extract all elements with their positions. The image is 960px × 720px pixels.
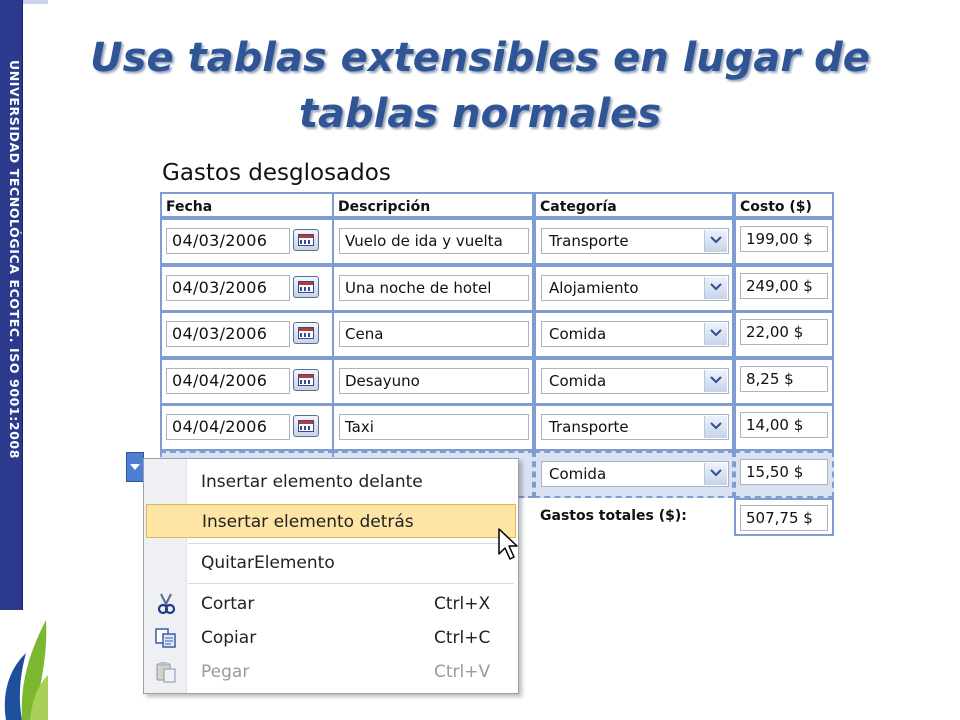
dropdown-arrow-icon[interactable] bbox=[704, 277, 727, 299]
fecha-cell bbox=[160, 358, 334, 405]
category-selected-value: Alojamiento bbox=[549, 279, 639, 297]
calendar-icon[interactable] bbox=[293, 276, 319, 298]
menu-item-label: Cortar bbox=[201, 594, 255, 614]
cost-input[interactable]: 15,50 $ bbox=[740, 459, 828, 485]
mouse-pointer-icon bbox=[498, 528, 520, 562]
menu-item-remove[interactable] bbox=[146, 546, 516, 580]
dropdown-arrow-icon[interactable] bbox=[704, 463, 727, 485]
university-banner bbox=[0, 0, 23, 610]
costo-cell bbox=[734, 265, 834, 312]
total-label: Gastos totales ($): bbox=[540, 508, 687, 524]
categoria-cell bbox=[534, 218, 734, 265]
fecha-cell bbox=[160, 404, 334, 451]
total-value: 507,75 $ bbox=[740, 505, 828, 531]
chevron-down-icon bbox=[130, 464, 140, 470]
paste-icon bbox=[154, 661, 178, 683]
descripcion-cell bbox=[332, 311, 534, 358]
categoria-cell bbox=[534, 311, 734, 358]
category-select[interactable] bbox=[541, 368, 729, 394]
menu-item-shortcut: Ctrl+C bbox=[434, 628, 491, 648]
categoria-cell bbox=[534, 404, 734, 451]
menu-separator bbox=[188, 543, 514, 544]
category-selected-value: Transporte bbox=[549, 232, 629, 250]
calendar-icon[interactable] bbox=[293, 229, 319, 251]
banner-text: UNIVERSIDAD TECNOLÓGICA ECOTEC. ISO 9001:2008 bbox=[7, 60, 22, 460]
dropdown-arrow-icon[interactable] bbox=[704, 416, 727, 438]
menu-item-label: Insertar elemento delante bbox=[201, 472, 423, 492]
cost-input[interactable]: 249,00 $ bbox=[740, 273, 828, 299]
menu-item-paste[interactable] bbox=[146, 655, 516, 689]
header-categoria: Categoría bbox=[534, 192, 734, 218]
header-fecha: Fecha bbox=[160, 192, 334, 218]
menu-item-insert-after[interactable] bbox=[146, 504, 516, 538]
category-selected-value: Comida bbox=[549, 325, 607, 343]
descripcion-cell bbox=[332, 358, 534, 405]
fecha-cell bbox=[160, 311, 334, 358]
categoria-cell bbox=[534, 451, 734, 498]
category-select[interactable] bbox=[541, 461, 729, 487]
description-input[interactable]: Una noche de hotel bbox=[339, 275, 529, 301]
category-select[interactable] bbox=[541, 228, 729, 254]
descripcion-cell bbox=[332, 404, 534, 451]
categoria-cell bbox=[534, 265, 734, 312]
menu-item-shortcut: Ctrl+V bbox=[434, 662, 491, 682]
fecha-cell bbox=[160, 265, 334, 312]
menu-item-cut[interactable] bbox=[146, 587, 516, 621]
cost-input[interactable]: 8,25 $ bbox=[740, 366, 828, 392]
costo-cell bbox=[734, 218, 834, 265]
scissors-icon bbox=[154, 593, 178, 615]
copy-icon bbox=[154, 627, 178, 649]
form-title: Gastos desglosados bbox=[162, 160, 391, 186]
description-input[interactable]: Desayuno bbox=[339, 368, 529, 394]
menu-separator bbox=[188, 583, 514, 584]
dropdown-arrow-icon[interactable] bbox=[704, 370, 727, 392]
menu-item-label: Insertar elemento detrás bbox=[202, 512, 414, 532]
header-descripcion: Descripción bbox=[332, 192, 534, 218]
category-selected-value: Transporte bbox=[549, 418, 629, 436]
calendar-icon[interactable] bbox=[293, 369, 319, 391]
date-input[interactable]: 04/03/2006 bbox=[166, 228, 290, 254]
calendar-icon[interactable] bbox=[293, 322, 319, 344]
date-input[interactable]: 04/03/2006 bbox=[166, 321, 290, 347]
description-input[interactable]: Taxi bbox=[339, 414, 529, 440]
description-input[interactable]: Cena bbox=[339, 321, 529, 347]
menu-item-label: Pegar bbox=[201, 662, 250, 682]
cost-input[interactable]: 199,00 $ bbox=[740, 226, 828, 252]
category-selected-value: Comida bbox=[549, 372, 607, 390]
header-costo: Costo ($) bbox=[734, 192, 834, 218]
category-select[interactable] bbox=[541, 414, 729, 440]
date-input[interactable]: 04/04/2006 bbox=[166, 368, 290, 394]
costo-cell bbox=[734, 451, 834, 498]
row-menu-handle[interactable] bbox=[126, 452, 144, 482]
menu-item-copy[interactable] bbox=[146, 621, 516, 655]
menu-item-label: Copiar bbox=[201, 628, 257, 648]
dropdown-arrow-icon[interactable] bbox=[704, 323, 727, 345]
cost-input[interactable]: 22,00 $ bbox=[740, 319, 828, 345]
costo-cell bbox=[734, 311, 834, 358]
description-input[interactable]: Vuelo de ida y vuelta bbox=[339, 228, 529, 254]
menu-item-insert-before[interactable] bbox=[146, 465, 516, 499]
total-cell bbox=[734, 498, 834, 536]
context-menu bbox=[143, 458, 519, 694]
date-input[interactable]: 04/03/2006 bbox=[166, 275, 290, 301]
slide-title: Use tablas extensibles en lugar de tablas normales bbox=[90, 35, 870, 137]
category-select[interactable] bbox=[541, 275, 729, 301]
categoria-cell bbox=[534, 358, 734, 405]
cost-input[interactable]: 14,00 $ bbox=[740, 412, 828, 438]
descripcion-cell bbox=[332, 265, 534, 312]
calendar-icon[interactable] bbox=[293, 415, 319, 437]
costo-cell bbox=[734, 358, 834, 405]
category-selected-value: Comida bbox=[549, 465, 607, 483]
dropdown-arrow-icon[interactable] bbox=[704, 230, 727, 252]
date-input[interactable]: 04/04/2006 bbox=[166, 414, 290, 440]
descripcion-cell bbox=[332, 218, 534, 265]
menu-item-shortcut: Ctrl+X bbox=[434, 594, 491, 614]
fecha-cell bbox=[160, 218, 334, 265]
menu-item-label: QuitarElemento bbox=[201, 553, 335, 573]
category-select[interactable] bbox=[541, 321, 729, 347]
costo-cell bbox=[734, 404, 834, 451]
leaf-logo-icon bbox=[0, 615, 48, 720]
